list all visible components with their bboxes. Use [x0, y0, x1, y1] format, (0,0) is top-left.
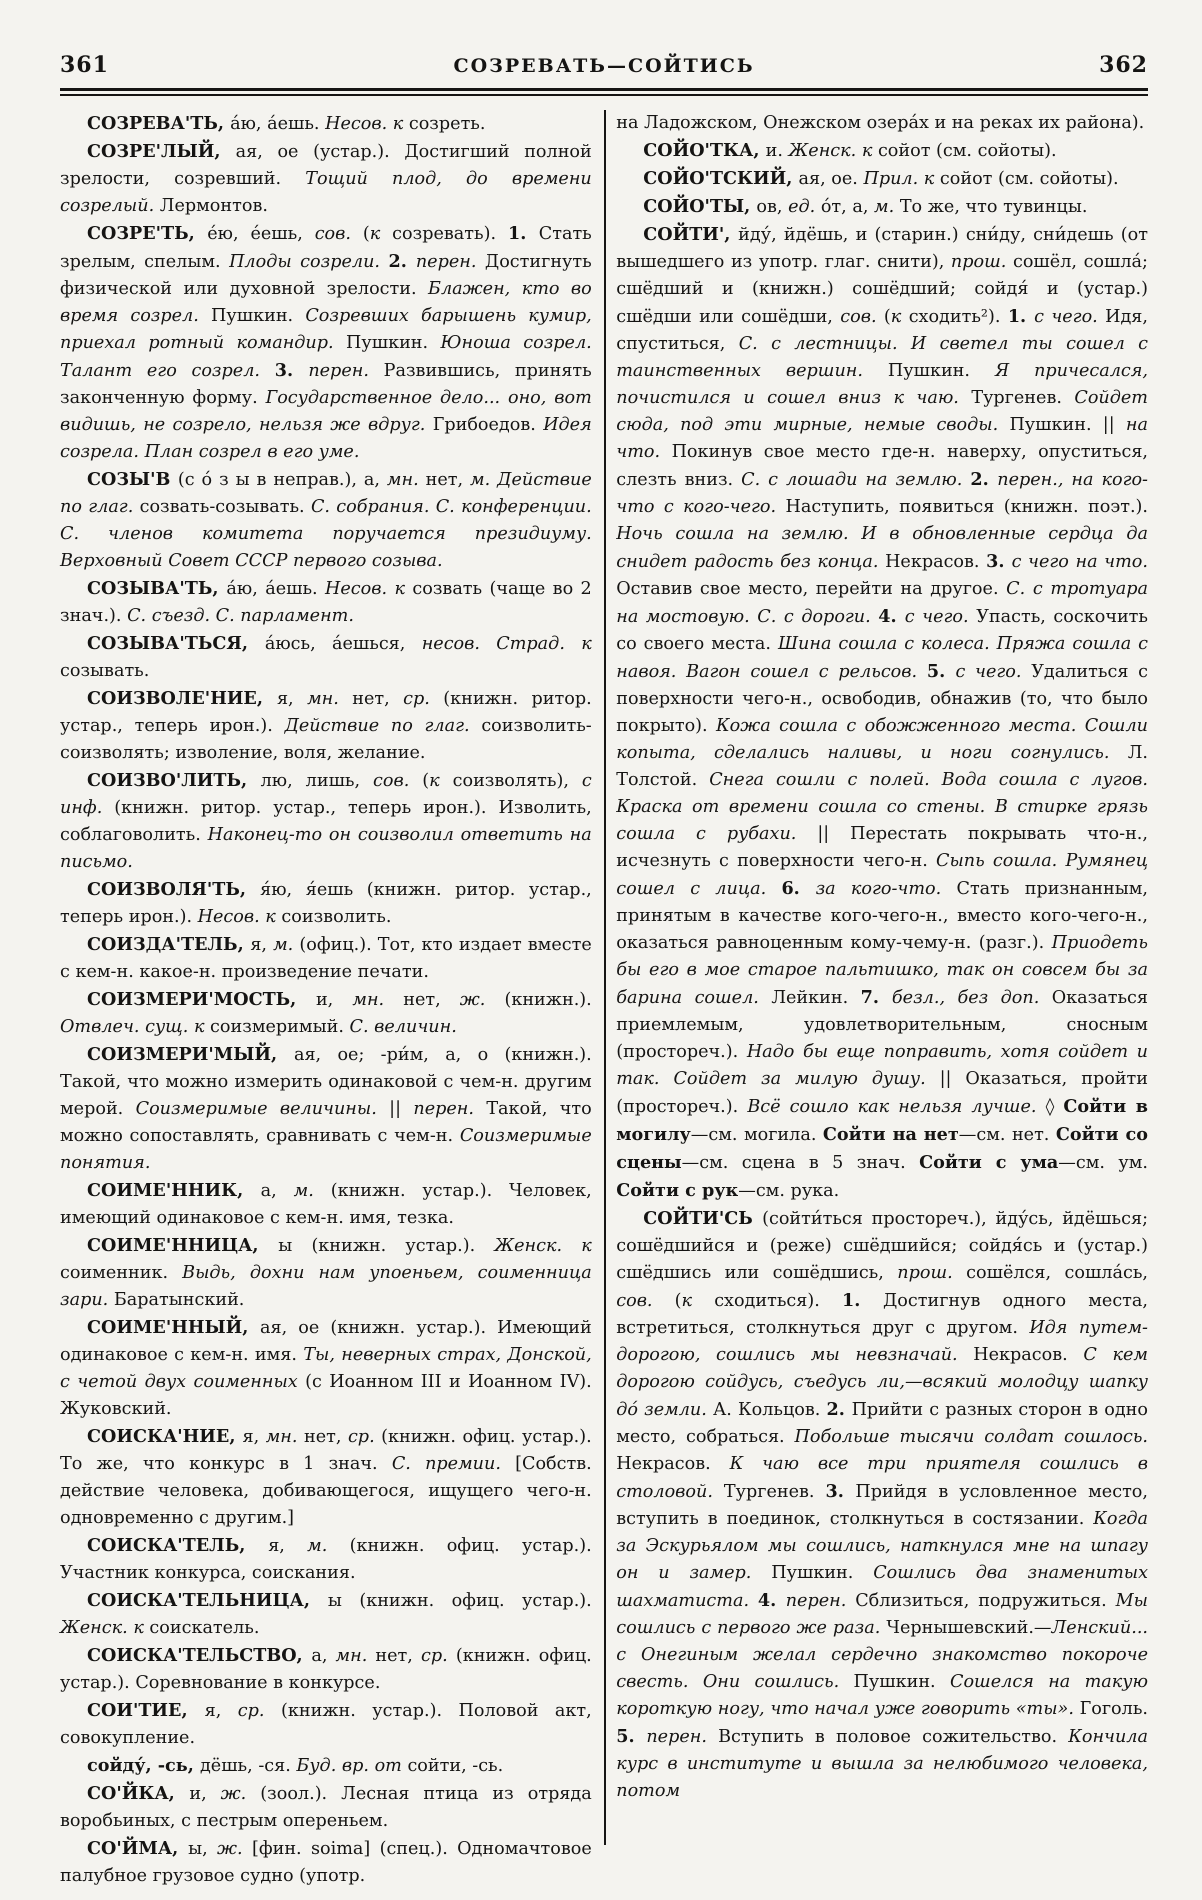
entry-text-segment: Сойти на нет — [822, 1124, 959, 1145]
entry-text-segment: Удалиться с поверхности чего-н., освободив, обнажив (то, что было покрыто). — [616, 662, 1149, 736]
entry-text-segment: 5. — [926, 661, 956, 682]
entry-text-segment: (офиц.). Тот, кто издает вместе с кем-н. какое-н. произведение печати. — [60, 935, 592, 982]
entry-text-segment: сов. — [616, 1291, 675, 1311]
dictionary-entry — [60, 1642, 592, 1697]
entry-text-segment: Идея созрела. План созрел в его уме. — [60, 415, 592, 462]
entry-text-segment: за кого-что. — [815, 879, 957, 899]
dictionary-entry — [60, 1232, 592, 1314]
entry-text-segment: 4. — [878, 606, 905, 627]
entry-text-segment: ср. — [403, 689, 444, 709]
entry-text-segment: С. с лошади на землю. — [741, 470, 971, 490]
entry-text-segment: ед. — [788, 197, 821, 217]
entry-text-segment: Я причесался, почистился и сошел вниз к чаю. — [616, 361, 1148, 408]
entry-text-segment: созывать. — [60, 661, 150, 681]
entry-text-segment: СОИСКА'ТЕЛЬСТВО, — [87, 1645, 312, 1666]
entry-text-segment: || Перестать покрывать что-н., исчезнуть с поверхности чего-н. — [616, 824, 1148, 871]
entry-text-segment: сходить²). — [908, 307, 1008, 327]
dictionary-entry — [60, 110, 592, 138]
dictionary-entry — [60, 1752, 592, 1780]
entry-text-segment: ( — [362, 224, 370, 244]
entry-text-segment: прош. — [897, 1263, 967, 1283]
header-rule — [60, 88, 1148, 96]
dictionary-entry — [60, 1697, 592, 1752]
entry-text-segment: безл., без доп. — [891, 988, 1052, 1008]
entry-text-segment: СОИ'ТИЕ, — [87, 1700, 205, 1721]
entry-text-segment: Государственное дело... оно, вот видишь, не созрело, нельзя же вдруг. — [60, 388, 592, 435]
entry-text-segment: —см. ум. — [1058, 1153, 1148, 1173]
entry-text-segment: СОЗЫ'В — [87, 469, 178, 490]
entry-text-segment: СОИЗДА'ТЕЛЬ, — [87, 934, 251, 955]
entry-text-segment: м. — [307, 1536, 350, 1556]
entry-text-segment: Буд. вр. от — [296, 1756, 408, 1776]
entry-text-segment: к — [369, 224, 393, 244]
entry-text-segment: Сошелся на такую короткую ногу, что начал уже говорить «ты». — [616, 1672, 1148, 1719]
entry-text-segment: Вступить в половое сожительство. — [718, 1727, 1069, 1747]
entry-text-segment: Упасть, соскочить со своего места. — [616, 607, 1148, 654]
entry-text-segment: Сошлись два знаменитых шахматиста. — [616, 1563, 1149, 1611]
entry-text-segment: Несов. к — [197, 907, 282, 927]
dictionary-entry — [616, 165, 1148, 193]
entry-text-segment: нет, — [352, 689, 404, 709]
dictionary-entry — [616, 110, 1148, 137]
entry-text-segment: перен. — [308, 361, 384, 381]
entry-text-segment: Несов. к — [325, 114, 409, 134]
entry-text-segment: (книжн. ритор. устар., теперь ирон.). — [60, 689, 592, 736]
entry-text-segment: (книжн. устар.). Человек, имеющий одинаковое с кем-н. имя, тезка. — [60, 1181, 592, 1228]
entry-text-segment: ая, ое. — [798, 169, 864, 189]
entry-text-segment: Л. Толстой. — [616, 743, 1148, 790]
entry-text-segment: 5. — [616, 1726, 647, 1747]
entry-text-segment: (книжн. офиц. устар.). Участник конкурса, соискания. — [60, 1536, 592, 1583]
entry-text-segment: Прийдя в условленное место, вступить в поединок, столкнуться в состязании. — [616, 1482, 1148, 1529]
entry-text-segment: Чернышевский.— — [886, 1618, 1052, 1638]
entry-text-segment: Идя, спуститься, — [616, 307, 1148, 354]
entry-text-segment: на что. — [616, 415, 1148, 462]
entry-text-segment: Отвлеч. сущ. к — [60, 1017, 211, 1037]
entry-text-segment: ср. — [421, 1646, 456, 1666]
entry-text-segment: ср. — [347, 1427, 382, 1447]
entry-text-segment: сов. — [373, 771, 423, 791]
entry-text-segment: Соизмеримые понятия. — [60, 1126, 592, 1173]
entry-text-segment: К чаю все три приятеля сошлись в столовой. — [616, 1454, 1148, 1502]
entry-text-segment: Плоды созрели. — [229, 252, 389, 272]
entry-text-segment: ж. — [220, 1784, 261, 1804]
entry-text-segment: м. — [273, 935, 300, 955]
entry-text-segment: СОЙО'ТСКИЙ, — [643, 168, 799, 189]
entry-text-segment: ж. — [459, 990, 505, 1010]
entry-text-segment: Действие по глаг. — [284, 716, 482, 736]
entry-text-segment: Достигнуть физической или духовной зрелости. — [60, 252, 592, 299]
entry-text-segment: С. величин. — [349, 1017, 457, 1037]
entry-text-segment: Женск. к — [60, 1618, 150, 1638]
entry-text-segment: 7. — [860, 987, 892, 1008]
entry-text-segment: ы (книжн. офиц. устар.). — [327, 1591, 592, 1611]
dictionary-entry — [60, 575, 592, 630]
entry-text-segment: Некрасов. — [973, 1345, 1084, 1365]
entry-text-segment: С. премии. — [391, 1454, 516, 1474]
entry-text-segment: Выдь, дохни нам упоеньем, соименница зари. — [60, 1263, 592, 1310]
entry-text-segment: Стать признанным, принятым в качестве кого-чего-н., вместо кого-чего-н., оказаться равноценным кому-чему-н. (разг.). — [616, 879, 1148, 953]
entry-text-segment: [Собств. действие человека, добивающегося, ищущего чего-н. одновременно с другим.] — [60, 1454, 592, 1528]
entry-text-segment: а, — [311, 1646, 336, 1666]
left-column — [60, 110, 592, 1886]
entry-text-segment: ая, ое; -ри́м, а, о (книжн.). Такой, что можно измерить одинаковой с чем-н. другим мерой. — [60, 1045, 592, 1119]
entry-text-segment: СОИЗМЕРИ'МЫЙ, — [87, 1044, 294, 1065]
column-divider-rule — [604, 110, 607, 1845]
entry-text-segment: СОИСКА'НИЕ, — [87, 1426, 243, 1447]
entry-text-segment: || — [389, 1099, 414, 1119]
right-column — [616, 110, 1148, 1845]
entry-text-segment: а, — [260, 1181, 294, 1201]
entry-text-segment: 2. — [388, 251, 416, 272]
entry-text-segment: Грибоедов. — [432, 415, 544, 435]
entry-text-segment: Оставив свое место, перейти на другое. — [616, 579, 1007, 599]
entry-text-segment: о́т, а, — [820, 197, 875, 217]
entry-text-segment: 2. — [970, 469, 998, 490]
entry-text-segment: е́ю, е́ешь, — [207, 224, 315, 244]
entry-text-segment: Ночь сошла на землю. И в обновленные сердца да снидет радость без конца. — [616, 524, 1148, 572]
entry-text-segment: Пушкин. — [771, 1563, 874, 1583]
dictionary-entry — [60, 931, 592, 986]
entry-text-segment: С. съезд. С. парламент. — [127, 606, 354, 626]
entry-text-segment: 1. — [841, 1290, 883, 1311]
dictionary-entry — [60, 1423, 592, 1532]
entry-text-segment: 1. — [1007, 306, 1035, 327]
entry-text-segment: перен. — [415, 252, 485, 272]
dictionary-entry — [60, 220, 592, 466]
entry-text-segment: (зоол.). Лесная птица из отряда воробьиных, с пестрым опереньем. — [60, 1784, 592, 1831]
entry-text-segment: А. Кольцов. — [712, 1400, 827, 1420]
entry-text-segment: || Оказаться, пройти (простореч.). — [616, 1069, 1148, 1117]
entry-text-segment: Оказаться приемлемым, удовлетворительным, сносным (простореч.). — [616, 988, 1148, 1062]
page-number-left: 361 — [60, 52, 109, 78]
entry-text-segment: мн. — [265, 1427, 304, 1447]
entry-text-segment: соизволить-соизволять; изволение, воля, желание. — [60, 716, 592, 763]
dictionary-entry — [60, 1835, 592, 1890]
entry-text-segment: 2. — [826, 1399, 852, 1420]
entry-text-segment: Некрасов. — [885, 552, 987, 572]
entry-text-segment: к — [681, 1291, 715, 1311]
entry-text-segment: СОЗРЕ'ЛЫЙ, — [87, 141, 236, 162]
dictionary-entry — [60, 767, 592, 876]
entry-text-segment: сходиться). — [714, 1291, 842, 1311]
entry-text-segment: я, — [204, 1701, 238, 1721]
entry-text-segment: СОЙТИ', — [643, 224, 739, 245]
entry-text-segment: Лермонтов. — [159, 196, 268, 216]
entry-text-segment: С. с тротуара на мостовую. С. с дороги. — [616, 579, 1149, 627]
entry-text-segment: 1. — [507, 223, 539, 244]
entry-text-segment: (с Иоанном III и Иоанном IV). Жуковский. — [60, 1372, 592, 1419]
entry-text-segment: С. с лестницы. И светел ты сошел с таинственных вершин. — [616, 334, 1149, 381]
entry-text-segment: ( — [422, 771, 430, 791]
entry-text-segment: перен. — [413, 1099, 487, 1119]
entry-text-segment: с чего. — [955, 662, 1032, 682]
entry-text-segment: созреть. — [408, 114, 486, 134]
dictionary-entry — [60, 685, 592, 767]
entry-text-segment: Снега сошли с полей. Вода сошла с лугов. Краска от времени сошла со стены. В стирке грязь сошла с рубахи. — [616, 770, 1148, 844]
entry-text-segment: Сыпь сошла. Румянец сошел с лица. — [616, 851, 1149, 899]
entry-text-segment: СО'ЙМА, — [87, 1838, 189, 1859]
entry-text-segment: СОЙО'ТЫ, — [643, 196, 757, 217]
entry-text-segment: Когда за Эскурьялом мы сошлись, наткнулся мне на шпагу он и замер. — [616, 1509, 1148, 1583]
entry-text-segment: СОИМЕ'ННЫЙ, — [87, 1317, 260, 1338]
entry-text-segment: нет, — [303, 1427, 348, 1447]
entry-text-segment: ая, ое (устар.). Достигший полной зрелости, созревший. — [60, 142, 592, 189]
entry-text-segment: Пушкин. || — [1009, 415, 1126, 435]
entry-text-segment: Тургенев. — [971, 388, 1075, 408]
entry-text-segment: ( — [674, 1291, 682, 1311]
entry-text-segment: Достигнув одного места, встретиться, столкнуться друг с другом. — [616, 1291, 1148, 1338]
entry-text-segment: Развившись, принять законченную форму. — [60, 361, 592, 408]
entry-text-segment: лю, лишь, — [260, 771, 374, 791]
entry-text-segment: Пушкин. — [887, 361, 995, 381]
entry-text-segment: Прил. к — [863, 169, 940, 189]
entry-text-segment: Всё сошло как нельзя лучше. — [747, 1097, 1046, 1117]
entry-text-segment: СОЙО'ТКА, — [643, 140, 766, 161]
entry-text-segment: —см. могила. — [690, 1125, 823, 1145]
entry-text-segment: я, — [276, 689, 308, 709]
entry-text-segment: ж. — [217, 1839, 252, 1859]
entry-text-segment: Сойти с ума — [919, 1152, 1059, 1173]
entry-text-segment: соизволить. — [281, 907, 392, 927]
entry-text-segment: к — [890, 307, 909, 327]
entry-text-segment: Пушкин. — [346, 333, 441, 353]
entry-text-segment: ов, — [756, 197, 789, 217]
entry-text-segment: м. — [874, 197, 900, 217]
entry-text-segment: созвать-созывать. — [139, 497, 311, 517]
entry-text-segment: йду́, йдёшь, и (старин.) сни́ду, сни́дешь (от вышедшего из употр. глаг. снити), — [616, 225, 1148, 272]
dictionary-entry — [616, 1205, 1148, 1805]
entry-text-segment: СОЗРЕ'ТЬ, — [87, 223, 208, 244]
dictionary-entry — [60, 1532, 592, 1587]
entry-text-segment: перен., на кого-что с кого-чего. — [616, 470, 1148, 517]
dictionary-entry — [60, 876, 592, 931]
entry-text-segment: и, — [315, 990, 353, 1010]
entry-text-segment: Сойти с рук — [616, 1180, 739, 1201]
entry-text-segment: сов. — [314, 224, 363, 244]
entry-text-segment: я́ю, я́ешь (книжн. ритор. устар., теперь ирон.). — [60, 880, 592, 927]
entry-text-segment: Сблизиться, подружиться. — [855, 1591, 1116, 1611]
entry-text-segment: к — [429, 771, 453, 791]
entry-text-segment: СОИЗВОЛЕ'НИЕ, — [87, 688, 277, 709]
entry-text-segment: Приодеть бы его в мое старое пальтишко, так он совсем бы за барина сошел. — [616, 933, 1148, 1008]
entry-text-segment: и, — [189, 1784, 221, 1804]
entry-text-segment: сошёлся, сошла́сь, — [966, 1263, 1148, 1283]
entry-text-segment: м. — [293, 1181, 331, 1201]
entry-text-segment: Прийти с разных сторон в одно место, собраться. — [616, 1400, 1148, 1447]
entry-text-segment: СОЗЫВА'ТЬ, — [87, 578, 227, 599]
entry-text-segment: мн. — [386, 470, 426, 490]
entry-text-segment: а́ю, а́ешь. — [226, 579, 326, 599]
dictionary-entry — [60, 1177, 592, 1232]
entry-text-segment: ы, — [188, 1839, 218, 1859]
entry-text-segment: СОИСКА'ТЕЛЬНИЦА, — [87, 1590, 328, 1611]
entry-text-segment: созвать (чаще во 2 знач.). — [60, 579, 592, 626]
entry-text-segment: прош. — [950, 252, 1013, 272]
entry-text-segment: 6. — [781, 878, 816, 899]
text-columns — [60, 110, 1149, 1886]
entry-text-segment: с чего на что. — [1011, 552, 1148, 572]
entry-text-segment: ы (книжн. устар.). — [278, 1236, 495, 1256]
entry-text-segment: [фин. soima] (спец.). Одномачтовое палубное грузовое судно (употр. — [60, 1839, 592, 1886]
entry-text-segment: Сойти со сцены — [616, 1124, 1148, 1173]
entry-text-segment: 3. — [274, 360, 309, 381]
entry-text-segment: СОЙТИ'СЬ — [643, 1208, 763, 1229]
entry-text-segment: сойот (см. сойоты). — [877, 141, 1057, 161]
entry-text-segment: ая, ое (книжн. устар.). Имеющий одинаковое с кем-н. имя. — [60, 1318, 592, 1365]
entry-text-segment: То же, что тувинцы. — [899, 197, 1088, 217]
entry-text-segment: нет, — [403, 990, 460, 1010]
entry-text-segment: Соизмеримые величины. — [135, 1099, 390, 1119]
entry-text-segment: я, — [250, 935, 274, 955]
entry-text-segment: соименник. — [60, 1263, 183, 1283]
entry-text-segment: ср. — [237, 1701, 281, 1721]
entry-text-segment: Мы сошлись с первого же раза. — [616, 1591, 1148, 1638]
entry-text-segment: созревать). — [392, 224, 508, 244]
entry-text-segment: 3. — [986, 551, 1012, 572]
entry-text-segment: нет, — [425, 470, 471, 490]
entry-text-segment: Юноша созрел. Талант его созрел. — [60, 333, 592, 381]
entry-text-segment: Пушкин. — [211, 306, 306, 326]
entry-text-segment: (книжн. устар.). Половой акт, совокупление. — [60, 1701, 592, 1748]
entry-text-segment: Несов. к — [325, 579, 413, 599]
entry-text-segment: Пушкин. — [853, 1672, 950, 1692]
entry-text-segment: с чего. — [1034, 307, 1106, 327]
entry-text-segment: Побольше тысячи солдат сошлось. — [794, 1427, 1148, 1447]
entry-text-segment: Гоголь. — [1079, 1699, 1148, 1719]
entry-text-segment: —см. сцена в 5 знач. — [681, 1153, 920, 1173]
entry-text-segment: перен. — [646, 1727, 719, 1747]
entry-text-segment: СОЗЫВА'ТЬСЯ, — [87, 633, 265, 654]
entry-text-segment: Идя путем-дорогою, сошлись мы невзначай. — [616, 1318, 1148, 1365]
entry-text-segment: нет, — [375, 1646, 421, 1666]
entry-text-segment: Ты, неверных страх, Донской, с четой двух соименных — [60, 1345, 592, 1392]
entry-text-segment: —см. нет. — [958, 1125, 1056, 1145]
entry-text-segment: 3. — [825, 1481, 856, 1502]
entry-text-segment: мн. — [307, 689, 353, 709]
entry-text-segment: Надо бы еще поправить, хотя сойдет и так. Сойдет за милую душу. — [616, 1042, 1148, 1089]
entry-text-segment: Женск. к — [494, 1236, 592, 1256]
entry-text-segment: СОЗРЕВА'ТЬ, — [87, 113, 231, 134]
entry-text-segment: (книжн. ритор. устар., теперь ирон.). Изволить, соблаговолить. — [60, 798, 592, 845]
entry-text-segment: (сойти́ться простореч.), йду́сь, йдёшься; сошёдшийся и (реже) сшёдшийся; сойдя́сь и (устар.) сшёдшись или сошёдшись, — [616, 1209, 1148, 1283]
entry-text-segment: (книжн.). — [504, 990, 592, 1010]
entry-text-segment: Баратынский. — [113, 1290, 245, 1310]
entry-text-segment: СОИЗВО'ЛИТЬ, — [87, 770, 261, 791]
dictionary-entry — [616, 137, 1148, 165]
entry-text-segment: 4. — [757, 1590, 786, 1611]
entry-text-segment: (книжн. офиц. устар.). То же, что конкурс в 1 знач. — [60, 1427, 592, 1474]
entry-text-segment: СОИМЕ'ННИЦА, — [87, 1235, 279, 1256]
entry-text-segment: несов. Страд. к — [421, 634, 592, 654]
entry-text-segment: Кончила курс в институте и вышла за нелюбимого человека, потом — [616, 1727, 1148, 1801]
dictionary-entry — [60, 1314, 592, 1423]
entry-text-segment: а́юсь, а́ешься, — [264, 634, 422, 654]
dictionary-entry — [60, 138, 592, 220]
entry-text-segment: С. собрания. С. конференции. С. членов комитета поручается президиуму. Верховный Совет СССР первого созыва. — [60, 497, 592, 571]
entry-text-segment: ( — [883, 307, 891, 327]
entry-text-segment: перен. — [785, 1591, 856, 1611]
entry-text-segment: а́ю, а́ешь. — [230, 114, 326, 134]
entry-text-segment: мн. — [335, 1646, 376, 1666]
page-number-right: 362 — [1099, 52, 1148, 78]
entry-text-segment: СОИСКА'ТЕЛЬ, — [87, 1535, 269, 1556]
entry-text-segment: соискатель. — [149, 1618, 260, 1638]
entry-text-segment: я, — [268, 1536, 308, 1556]
entry-text-segment: Женск. к — [788, 141, 878, 161]
entry-text-segment: (с о́ з ы в неправ.), а, — [177, 470, 387, 490]
entry-text-segment: Лейкин. — [771, 988, 861, 1008]
entry-text-segment: сойот (см. сойоты). — [939, 169, 1119, 189]
entry-text-segment: СОИЗВОЛЯ'ТЬ, — [87, 879, 261, 900]
dictionary-entry — [616, 193, 1148, 221]
entry-text-segment: Тощий плод, до времени созрелый. — [60, 169, 592, 216]
entry-text-segment: Созревших барышень кумир, приехал ротный командир. — [60, 306, 592, 353]
entry-text-segment: Ленский... с Онегиным желал сердечно знакомство покороче свесть. Они сошлись. — [616, 1618, 1148, 1692]
entry-text-segment: мн. — [352, 990, 404, 1010]
dictionary-entry — [60, 1780, 592, 1835]
entry-text-segment: Шина сошла с колеса. Пряжа сошла с навоя. Вагон сошел с рельсов. — [616, 634, 1149, 682]
entry-text-segment: сов. — [840, 307, 884, 327]
entry-text-segment: соизмеримый. — [210, 1017, 350, 1037]
entry-text-segment: Некрасов. — [616, 1454, 730, 1474]
entry-text-segment: Такой, что можно сопоставлять, сравнивать с чем-н. — [60, 1099, 592, 1146]
entry-text-segment: соизволять), — [452, 771, 582, 791]
entry-text-segment: СО'ЙКА, — [87, 1783, 190, 1804]
entry-text-segment: Сойти в могилу — [616, 1096, 1148, 1145]
dictionary-entry — [60, 986, 592, 1041]
entry-text-segment: я, — [242, 1427, 266, 1447]
entry-text-segment: СОИЗМЕРИ'МОСТЬ, — [87, 989, 316, 1010]
entry-text-segment: дёшь, -ся. — [199, 1756, 297, 1776]
entry-text-segment: ◊ — [1045, 1097, 1064, 1117]
entry-text-segment: и. — [765, 141, 789, 161]
dictionary-entry — [60, 1587, 592, 1642]
entry-text-segment: Сойдет сюда, под эти мирные, немые своды. — [616, 388, 1148, 435]
entry-text-segment: с инф. — [60, 771, 592, 818]
entry-text-segment: сойду́, -сь, — [87, 1755, 200, 1776]
entry-text-segment: —см. рука. — [738, 1181, 840, 1201]
entry-text-segment: Тургенев. — [723, 1482, 826, 1502]
entry-text-segment: Стать зрелым, спелым. — [60, 224, 592, 272]
entry-text-segment: м. Действие по глаг. — [60, 470, 592, 517]
entry-text-segment: (книжн. офиц. устар.). Соревнование в конкурсе. — [60, 1646, 592, 1693]
entry-text-segment: С кем дорогою сойдусь, съедусь ли,—всякий молодцу шапку до́ земли. — [616, 1345, 1148, 1420]
entry-text-segment: Наконец-то он соизволил ответить на письмо. — [60, 825, 592, 872]
entry-text-segment: сошёл, сошла́; сшёдший и (книжн.) сошёдший; сойдя́ и (устар.) сшёдши или сошёдши, — [616, 252, 1148, 327]
entry-text-segment: Покинув свое место где-н. наверху, опуститься, слезть вниз. — [616, 442, 1149, 490]
dictionary-entry — [60, 1041, 592, 1177]
entry-text-segment: Наступить, появиться (книжн. поэт.). — [785, 497, 1148, 517]
running-head-title: СОЗРЕВАТЬ—СОЙТИСЬ — [453, 55, 755, 77]
entry-text-segment: сойти, -сь. — [407, 1756, 504, 1776]
dictionary-entry — [60, 466, 592, 575]
dictionary-entry — [616, 221, 1148, 1205]
entry-text-segment: Блажен, кто во время созрел. — [60, 279, 592, 326]
dictionary-entry — [60, 630, 592, 685]
entry-text-segment: с чего. — [904, 607, 977, 627]
running-header — [60, 52, 1148, 78]
entry-text-segment: СОИМЕ'ННИК, — [87, 1180, 261, 1201]
entry-text-segment: на Ладожском, Онежском озера́х и на реках их района). — [616, 113, 1145, 133]
entry-text-segment: Кожа сошла с обожженного места. Сошли копыта, сделались наливы, и ноги согнулись. — [616, 716, 1148, 763]
